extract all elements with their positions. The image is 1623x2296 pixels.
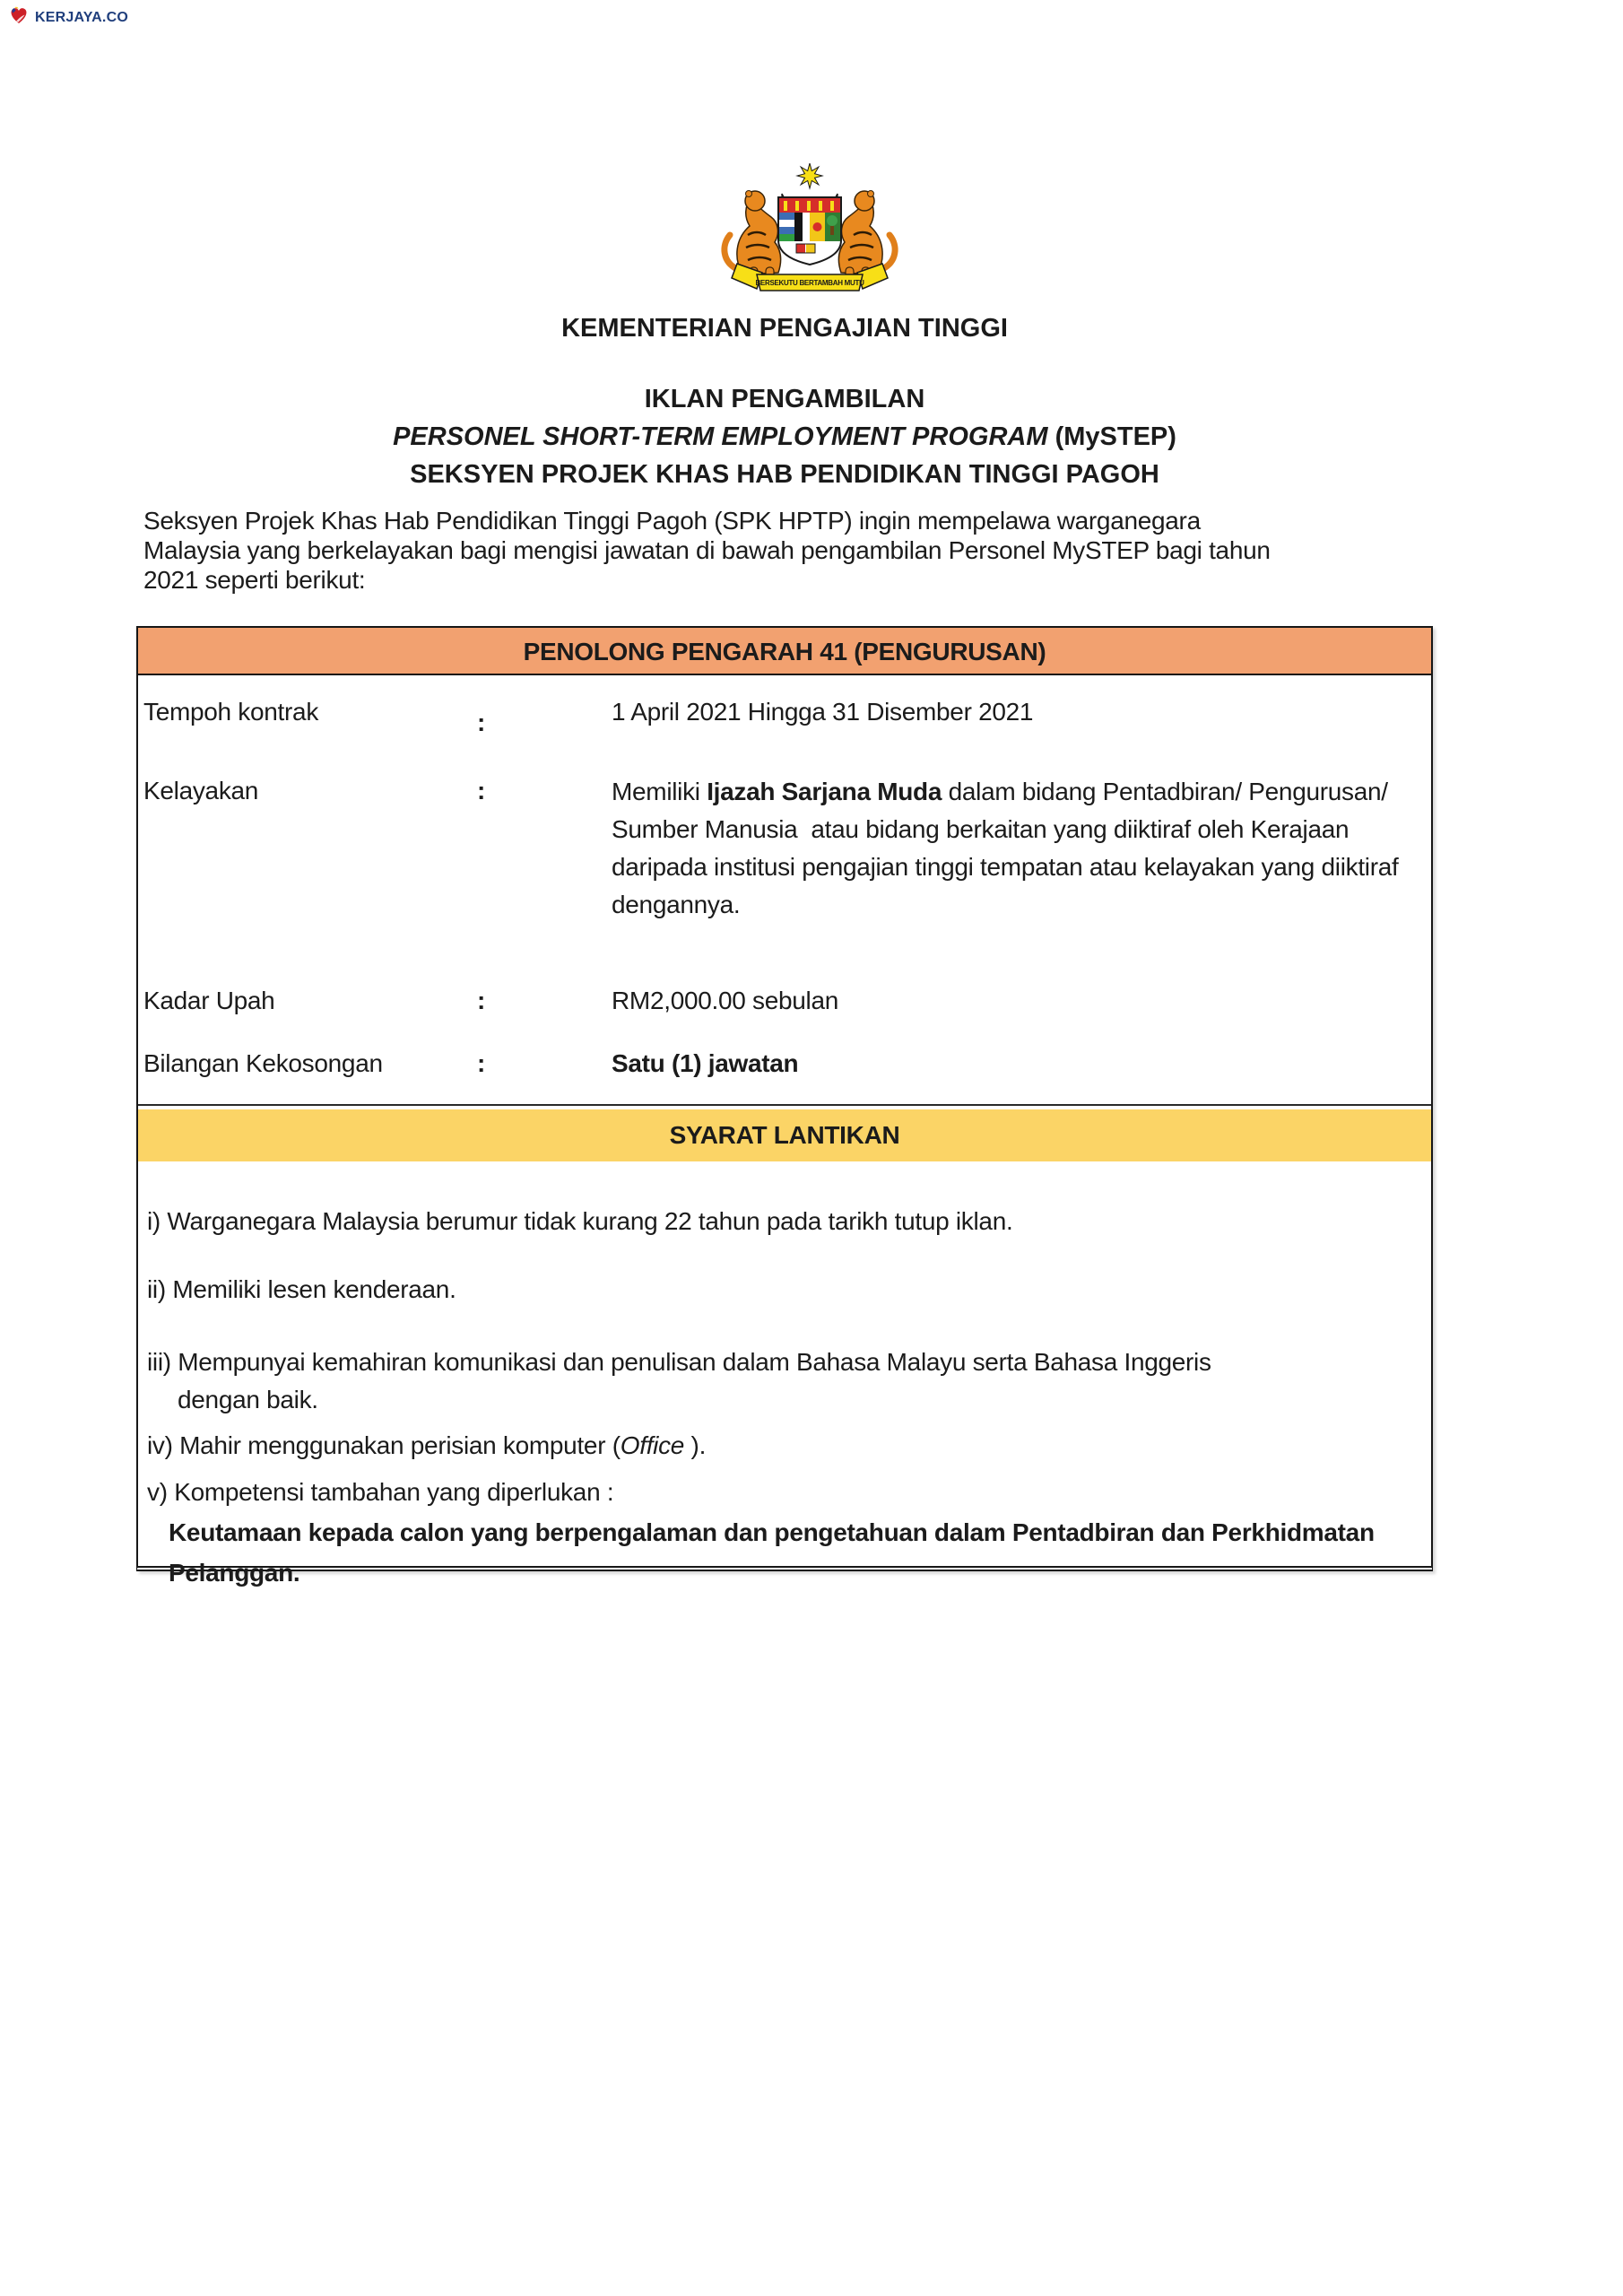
row-value-kadar-upah: RM2,000.00 sebulan <box>612 987 838 1014</box>
title-line-3: SEKSYEN PROJEK KHAS HAB PENDIDIKAN TINGGI PAGOH <box>410 460 1159 489</box>
kelayakan-degree-bold: Ijazah Sarjana Muda <box>707 778 942 805</box>
kelayakan-prefix: Memiliki <box>612 778 707 805</box>
row-label-tempoh-kontrak: Tempoh kontrak <box>143 698 319 726</box>
tiger-right <box>838 191 895 281</box>
syarat-iv-prefix: iv) Mahir menggunakan perisian komputer ( <box>147 1431 621 1459</box>
kelayakan-suffix: dalam bidang Pentadbiran/ Pengurusan/ Sumber Manusia atau bidang berkaitan yang diiktiraf oleh Kerajaan daripada institusi pengajian tinggi tempatan atau kelayakan yang diiktiraf dengannya. <box>612 778 1405 918</box>
row-label-kelayakan: Kelayakan <box>143 777 259 804</box>
row-colon: : <box>477 1049 486 1077</box>
kerjaya-logo <box>7 4 128 30</box>
row-value-kelayakan <box>612 773 1429 924</box>
intro-line: Seksyen Projek Khas Hab Pendidikan Tinggi Pagoh (SPK HPTP) ingin mempelawa warganegara <box>143 507 1201 535</box>
row-colon: : <box>477 709 486 736</box>
syarat-item-iv <box>147 1431 1411 1460</box>
syarat-item-i: i) Warganegara Malaysia berumur tidak kurang 22 tahun pada tarikh tutup iklan. <box>147 1207 1013 1235</box>
syarat-item-v: v) Kompetensi tambahan yang diperlukan : <box>147 1478 614 1506</box>
motto-text: BERSEKUTU BERTAMBAH MUTU <box>755 279 864 287</box>
row-label-bilangan-kekosongan: Bilangan Kekosongan <box>143 1049 383 1077</box>
shield <box>778 197 841 265</box>
row-colon: : <box>477 777 486 804</box>
row-colon: : <box>477 987 486 1014</box>
intro-line: 2021 seperti berikut: <box>143 566 366 594</box>
kerjaya-heart-icon <box>7 4 30 30</box>
title-line-2-mystep: (MySTEP) <box>1047 422 1176 451</box>
row-value-bilangan-kekosongan: Satu (1) jawatan <box>612 1049 799 1077</box>
syarat-item-iii-line2: dengan baik. <box>178 1386 318 1413</box>
row-label-kadar-upah: Kadar Upah <box>143 987 275 1014</box>
title-line-2-program: PERSONEL SHORT-TERM EMPLOYMENT PROGRAM <box>393 422 1048 451</box>
syarat-header-band: SYARAT LANTIKAN <box>138 1109 1431 1161</box>
kerjaya-logo-text: KERJAYA.CO <box>35 9 128 25</box>
row-value-tempoh-kontrak: 1 April 2021 Hingga 31 Disember 2021 <box>612 698 1034 726</box>
intro-line: Malaysia yang berkelayakan bagi mengisi jawatan di bawah pengambilan Personel MySTEP bagi tahun <box>143 536 1271 564</box>
syarat-item-ii: ii) Memiliki lesen kenderaan. <box>147 1275 456 1303</box>
intro-paragraph <box>143 506 1444 595</box>
syarat-iv-suffix: ). <box>684 1431 707 1459</box>
syarat-item-iii <box>147 1344 1411 1419</box>
title-line-1: IKLAN PENGAMBILAN <box>644 385 925 413</box>
title-line-2 <box>136 418 1433 456</box>
coat-of-arms <box>710 163 909 303</box>
syarat-item-iii-line1: iii) Mempunyai kemahiran komunikasi dan penulisan dalam Bahasa Malayu serta Bahasa Inggeris <box>147 1348 1211 1376</box>
position-table <box>136 626 1433 1587</box>
advert-title-block <box>136 380 1433 493</box>
section-divider <box>138 1104 1431 1106</box>
syarat-iv-office: Office <box>620 1431 685 1459</box>
syarat-item-v-detail: Keutamaan kepada calon yang berpengalaman dan pengetahuan dalam Pentadbiran dan Perkhidmatan Pelanggan. <box>169 1518 1375 1587</box>
position-header-band: PENOLONG PENGARAH 41 (PENGURUSAN) <box>138 628 1431 675</box>
tiger-left <box>725 191 781 281</box>
ministry-name: KEMENTERIAN PENGAJIAN TINGGI <box>561 314 1008 343</box>
